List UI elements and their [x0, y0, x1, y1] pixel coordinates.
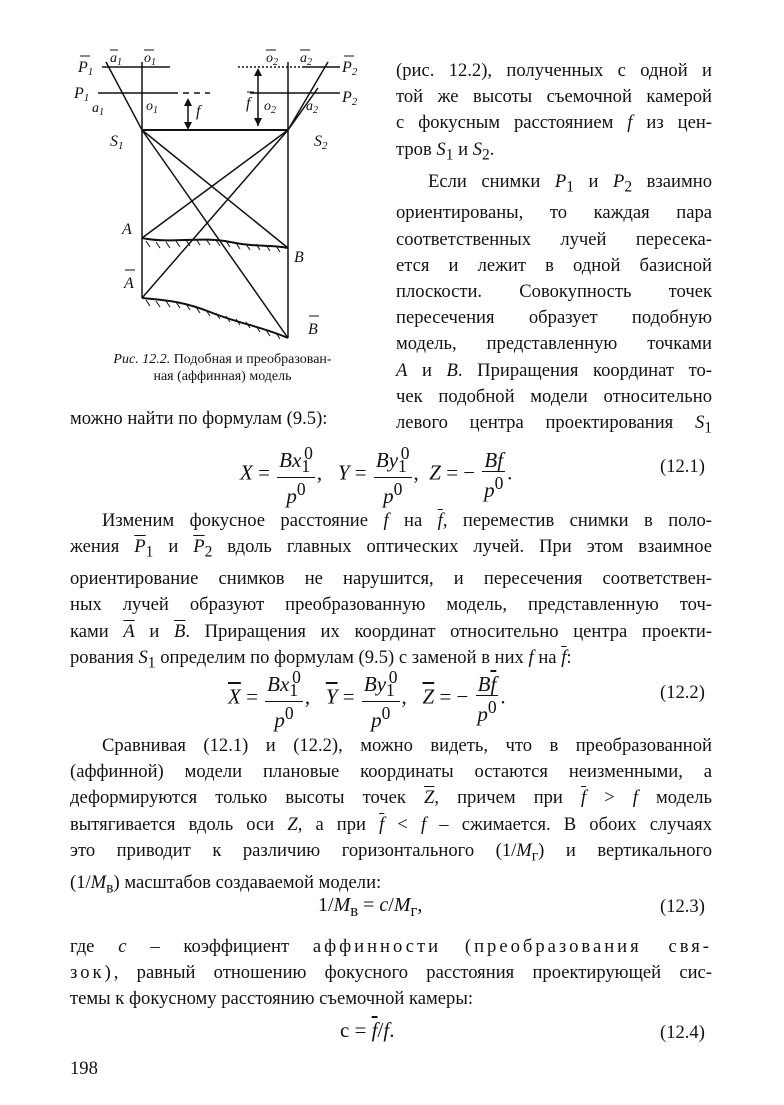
label-A: A: [122, 221, 132, 238]
ray-S2-Abar: [142, 130, 288, 298]
terrain-lower: [142, 298, 288, 338]
equation-number-12-1: (12.1): [660, 456, 705, 477]
equation-12-3: $1/M_в = c/M_г$,: [318, 894, 423, 920]
paragraph-1: Изменим фокусное расстояние f на $\overline{f}$, переместив снимки в поло- жения $\overline{P}_1$ и $\overline{P}_2$ вдоль главных оптических лучей. При этом взаимное ориентирование снимков не нарушится, и пересечения соответствен- ных лучей образуют преобразованную модель, представленную точ- ками $\overline{A}$ и $\overline{B}$. Приращения их координат относительно центра проекти- рования $S_1$ определим по формулам (9.5) с заменой в них f на $\overline{f}$:: [70, 510, 713, 672]
label-P2-bar: P2: [342, 59, 358, 78]
terrain-lower-hatch: [146, 300, 280, 339]
label-a2: $a_2$: [306, 99, 318, 116]
ray-a1bar: [106, 62, 142, 130]
label-B: B: [294, 249, 304, 266]
fbar-arrowhead-top: [254, 68, 262, 76]
label-S1: S1: [110, 133, 124, 152]
f-arrowhead-bottom: [184, 122, 192, 130]
terrain-upper: [142, 238, 288, 248]
equation-number-12-4: (12.4): [660, 1022, 705, 1043]
label-o1: $o_1$: [146, 99, 158, 116]
page-number: 198: [70, 1058, 98, 1079]
equation-12-1: X = $\frac{Bx_1^0}{p^0}$ , Y = $\frac{By_1^0}{p^0}$ , Z = − $\frac{Bf}{p^0}$ .: [240, 443, 513, 509]
paragraph-3: где c – коэффициент аффинности (преобразования свя- зок), равный отношению фокусного расстояния проектирующей сис- темы к фокусному расстоянию съемочной камеры:: [70, 936, 712, 1010]
label-o2: $o_2$: [264, 99, 276, 116]
right-column-text: (рис. 12.2), полученных с одной и той же высоты съемочной камерой с фокусным расстоянием f из цен- тров $S_1$ и $S_2$. Если снимки $P_1$ и $P_2$ взаимно ориентированы, то каждая пара соответственных лучей пересека- ется и лежит в одной базисной плоскости. Совокупность точек пересечения образует подобную модель, представленную точками A и B. Приращения координат то- чек подобной модели относительно левого центра проектирования $S_1$: [396, 60, 712, 437]
label-P2: P2: [342, 89, 358, 108]
label-S2: S2: [314, 133, 328, 152]
label-f: f: [196, 103, 201, 120]
label-o2-bar: $o_2$: [266, 51, 278, 68]
equation-12-2: $\overline{X}$ = $\frac{Bx_1^0}{p^0}$ , $\overline{Y}$ = $\frac{By_1^0}{p^0}$ , $\overline{Z}$ = − $\frac{B\overline{f}}{p^0}$ .: [228, 667, 506, 733]
label-B-bar: B: [308, 321, 318, 338]
figure-caption: Рис. 12.2. Подобная и преобразован- ная (аффинная) модель: [113, 352, 332, 384]
label-a1-bar: $a_1$: [110, 51, 122, 68]
paragraph-0: можно найти по формулам (9.5):: [70, 408, 328, 429]
figure-12-2: [70, 48, 370, 348]
label-a1: $a_1$: [92, 101, 104, 118]
label-f-bar: f: [246, 95, 251, 112]
ray-S1-Bbar: [142, 130, 288, 338]
paragraph-2: Сравнивая (12.1) и (12.2), можно видеть, что в преобразованной (аффинной) модели плановые координаты остаются неизменными, а деформируются только высоты точек $\overline{Z}$, причем при $\overline{f} > f$ модель вытягивается вдоль оси Z, а при $\overline{f} < f$ – сжимается. В обоих случаях это приводит к различию горизонтального $(1/M_г)$ и вертикального $(1/M_в)$ масштабов создаваемой модели:: [70, 735, 713, 897]
fbar-arrowhead-bottom: [254, 118, 262, 126]
label-P1-bar: P1: [78, 59, 94, 78]
ray-a2bar: [288, 62, 328, 130]
equation-number-12-2: (12.2): [660, 682, 705, 703]
label-P1: P1: [74, 85, 90, 104]
label-o1-bar: $o_1$: [144, 51, 156, 68]
f-arrowhead-top: [184, 98, 192, 106]
label-a2-bar: $a_2$: [300, 51, 312, 68]
equation-number-12-3: (12.3): [660, 896, 705, 917]
ray-S2-A: [142, 130, 288, 238]
ray-S1-B: [142, 130, 288, 248]
label-A-bar: A: [124, 275, 134, 292]
equation-12-4: $c = \overline{f}/f$.: [340, 1018, 395, 1042]
